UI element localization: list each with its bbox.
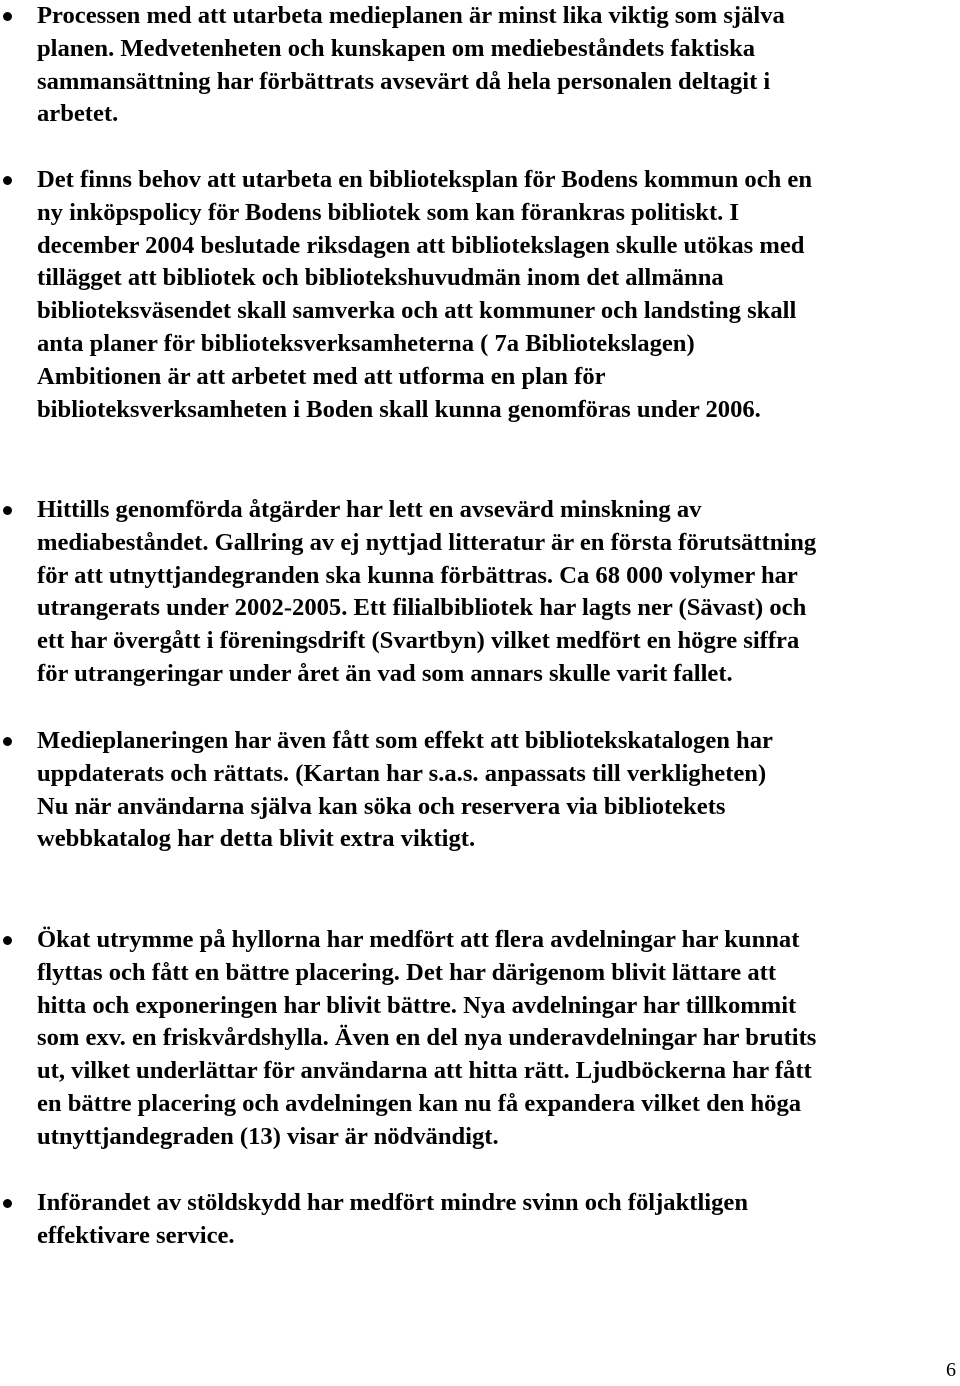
bullet-text: Processen med att utarbeta medieplanen är minst lika viktig som själva planen. Medvetenheten och kunskapen om mediebeståndets faktiska sammansättning har förbättrats avsevärt då hela personalen deltagit i arbetet.: [37, 2, 785, 128]
page-number: 6: [946, 1359, 956, 1381]
bullet-dot-icon: [3, 1199, 12, 1208]
bullet-text: Hittills genomförda åtgärder har lett en avsevärd minskning av mediabeståndet. Gallring av ej nyttjad litteratur är en första förutsättning för att utnyttjandegranden ska kunna förbättras. Ca 68 000 volymer har utrangerats under 2002-2005. Ett filialbibliotek har lagts ner (Sävast) och ett har övergått i föreningsdrift (Svartbyn) vilket medfört en högre siffra för utrangeringar under året än vad som annars skulle varit fallet.: [37, 496, 817, 687]
bullet-text: Det finns behov att utarbeta en biblioteksplan för Bodens kommun och en ny inköpspolicy för Bodens bibliotek som kan förankras politiskt. I december 2004 beslutade riksdagen att bibliotekslagen skulle utökas med tillägget att bibliotek och bibliotekshuvudmän inom det allmänna biblioteksväsendet skall samverka och att kommuner och landsting skall anta planer för biblioteksverksamheterna ( 7a Bibliotekslagen) Ambitionen är att arbetet med att utforma en plan för biblioteksverksamheten i Boden skall kunna genomföras under 2006.: [37, 166, 813, 423]
bullet-dot-icon: [3, 936, 12, 945]
bullet-dot-icon: [3, 12, 12, 21]
bullet-dot-icon: [3, 506, 12, 515]
bullet-dot-icon: [3, 737, 12, 746]
bullet-text: Införandet av stöldskydd har medfört mindre svinn och följaktligen effektivare service.: [37, 1189, 749, 1249]
bullet-dot-icon: [3, 176, 12, 185]
bullet-text: Medieplaneringen har även fått som effekt att bibliotekskatalogen har uppdaterats och rättats. (Kartan har s.a.s. anpassats till verkligheten) Nu när användarna själva kan söka och reservera via bibliotekets webbkatalog har detta blivit extra viktigt.: [37, 727, 773, 853]
bullet-text: Ökat utrymme på hyllorna har medfört att flera avdelningar har kunnat flyttas och fått en bättre placering. Det har därigenom blivit lättare att hitta och exponeringen har blivit bättre. Nya avdelningar har tillkommit som exv. en friskvårdshylla. Även en del nya underavdelningar har brutits ut, vilket underlättar för användarna att hitta rätt. Ljudböckerna har fått en bättre placering och avdelningen kan nu få expandera vilket den höga utnyttjandegraden (13) visar är nödvändigt.: [37, 926, 817, 1150]
